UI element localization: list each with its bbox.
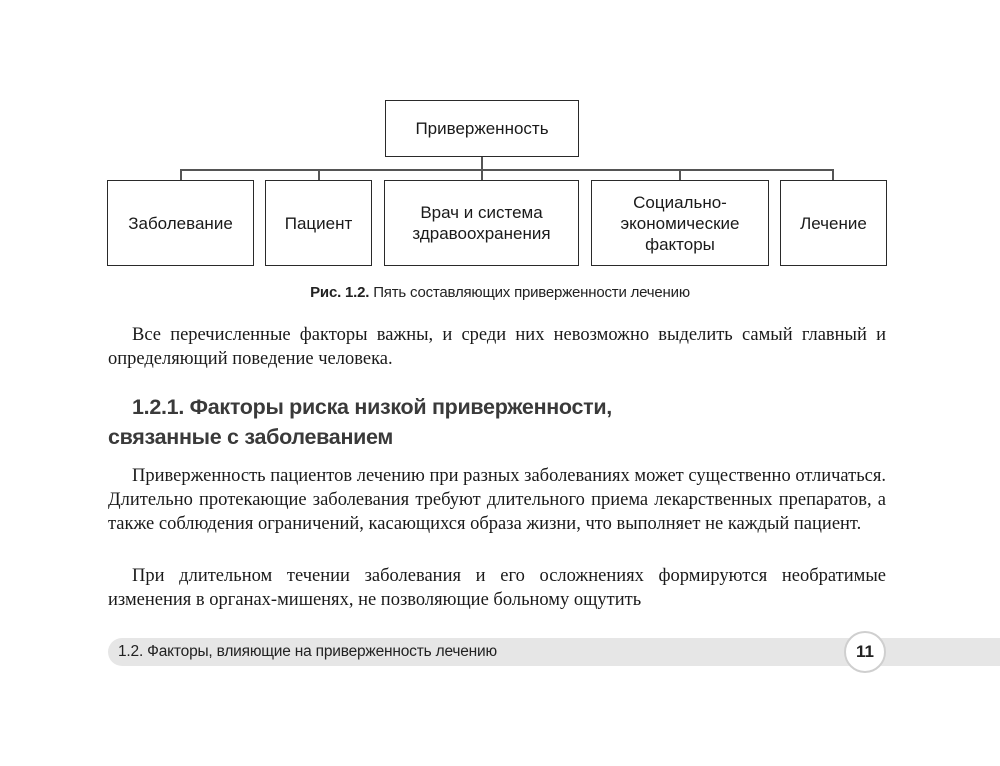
factor-box-disease: Заболевание [107, 180, 254, 266]
running-title: 1.2. Факторы, влияющие на приверженность лечению [118, 643, 497, 660]
section-heading-line-2: связанные с заболеванием [108, 425, 394, 449]
factor-box-patient: Пациент [265, 180, 372, 266]
factor-box-doctor-healthcare: Врач и система здравоохранения [384, 180, 579, 266]
figure-caption-label: Рис. 1.2. [310, 284, 370, 301]
adherence-diagram [0, 0, 1000, 280]
paragraph-intro: Все перечисленные факторы важны, и среди них невозможно выделить самый главный и определяющий поведение человека. [108, 325, 886, 369]
figure-caption-text: Пять составляющих приверженности лечению [373, 284, 690, 301]
root-connector [481, 156, 483, 170]
figure-caption [0, 284, 1000, 301]
factor-box-treatment: Лечение [780, 180, 887, 266]
horizontal-connector [180, 169, 833, 171]
paragraph-1: Приверженность пациентов лечению при разных заболеваниях может существенно отличаться. Длительно протекающие заболевания требуют длительного приема лекарственных препаратов, а также соблюдения ограничений, касающихся образа жизни, что выполняет не каждый пациент. [108, 466, 886, 534]
factor-box-socioeconomic: Социально- экономические факторы [591, 180, 769, 266]
section-heading [108, 392, 886, 452]
page-number: 11 [844, 631, 886, 673]
section-heading-line-1: 1.2.1. Факторы риска низкой приверженности, [132, 395, 612, 419]
diagram-root-box: Приверженность [385, 100, 579, 157]
paragraph-2: При длительном течении заболевания и его осложнениях формируются необратимые изменения в органах-мишенях, не позволяющие больному ощутить [108, 566, 886, 610]
